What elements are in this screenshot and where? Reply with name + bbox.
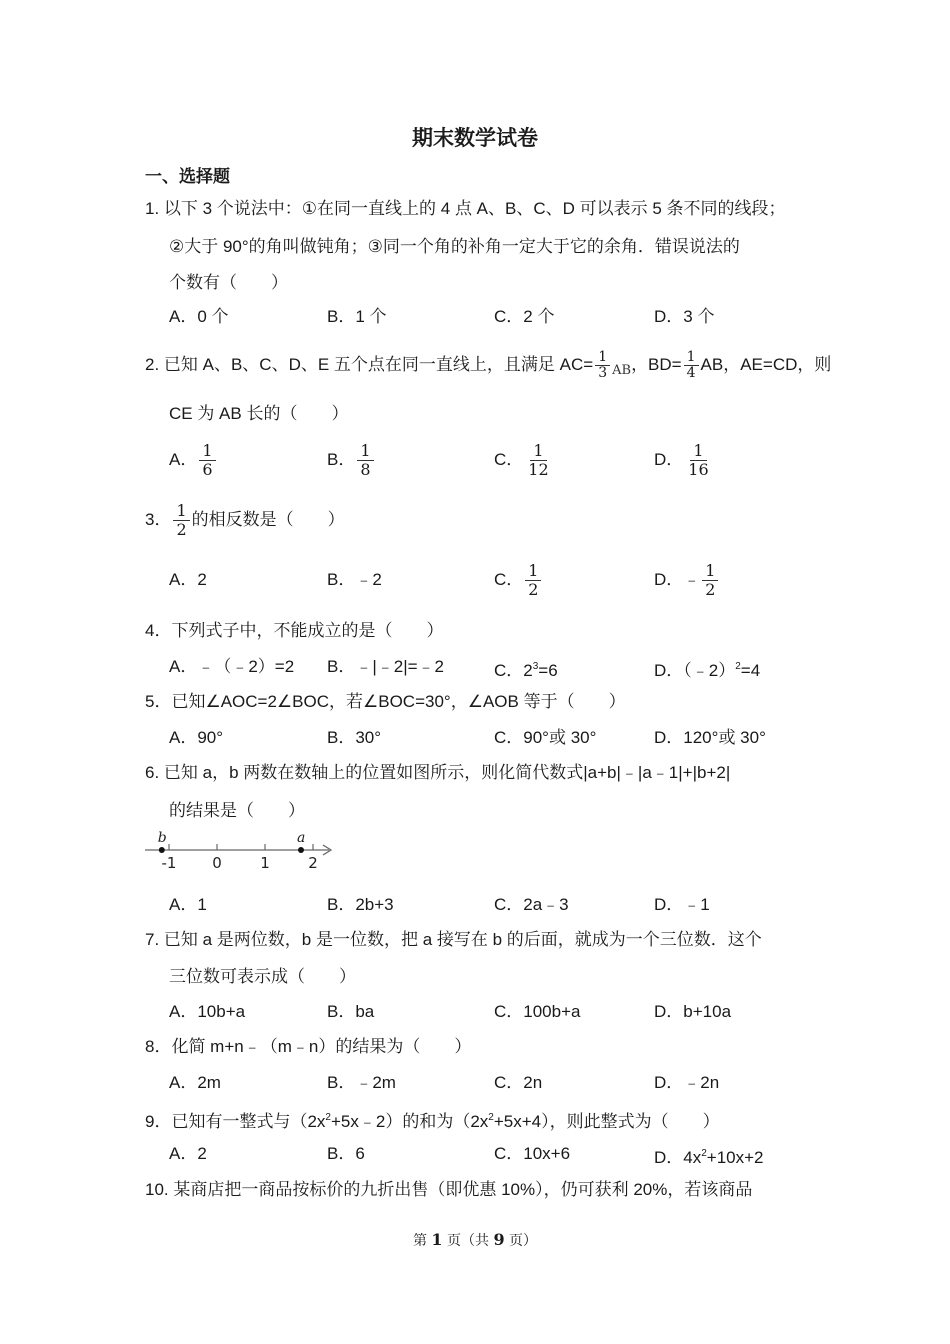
point-a-label: a [297,830,306,846]
q9-option-c: C．10x+6 [494,1144,571,1163]
q3-option-c [494,562,543,599]
number-line-tick-label: 1 [260,854,270,872]
q2-prefix: 2. 已知 A、B、C、D、E 五个点在同一直线上，且满足 AC= [145,355,594,374]
q1-line3: 个数有（ ） [169,273,288,292]
q6-option-b: B．2b+3 [327,895,394,914]
q4-option-c-sup: 3 [532,661,539,672]
q8-option-b: B．﹣2m [327,1073,396,1092]
q2-option-d [654,442,714,479]
q2-option-d-label: D． [654,449,684,469]
q2-option-c-den: 12 [528,460,549,479]
q10-line1: 10. 某商店把一商品按标价的九折出售（即优惠 10%），仍可获利 20%，若该商品 [145,1180,753,1199]
q9-option-d-sup: 2 [701,1148,707,1159]
q2-line2: CE 为 AB 长的（ ） [169,404,349,423]
q3-option-c-num: 1 [525,562,541,581]
point-b-dot [159,847,165,853]
q3-option-c-label: C． [494,569,524,589]
q3-option-a: A．2 [169,570,207,589]
q3-prefix: 3． [145,509,172,529]
q6-line1: 6. 已知 a，b 两数在数轴上的位置如图所示，则化简代数式|a+b|﹣|a﹣1|+|b+2| [145,763,731,782]
q1-option-c: C．2 个 [494,307,555,326]
q7-option-d: D．b+10a [654,1002,732,1021]
q5-line: 5．已知∠AOC=2∠BOC，若∠BOC=30°，∠AOB 等于（ ） [145,692,626,711]
q1-option-d: D．3 个 [654,307,715,326]
point-b-label: b [157,830,167,846]
q3-line [145,502,345,539]
number-line-tick-label: -1 [161,854,177,872]
q4-option-d-post: =4 [740,661,761,680]
q3-suffix: 的相反数是（ ） [191,509,345,529]
q3-option-d [654,562,720,599]
q2-option-d-fraction [685,442,711,479]
q4-line: 4．下列式子中，不能成立的是（ ） [145,621,444,640]
q3-option-d-num: 1 [702,562,718,581]
q2-option-a-num: 1 [199,442,215,461]
footer-mid: 页（共 [442,1233,494,1249]
q8-option-c: C．2n [494,1073,543,1092]
q2-option-c-fraction [525,442,551,479]
q3-frac-den: 2 [176,520,187,539]
q9-sup-2: 2 [488,1112,494,1123]
q2-frac2-num: 1 [684,350,699,366]
number-line-tick-label: 0 [212,854,222,872]
footer-post: 页） [504,1233,538,1249]
q7-option-b: B．ba [327,1002,375,1021]
q2-option-d-num: 1 [690,442,706,461]
q9-text-3: +5x+4），则此整式为（ ） [493,1112,720,1131]
q2-option-a-label: A． [169,449,198,469]
number-line-tick-label: 2 [308,854,318,872]
footer-pre: 第 [412,1233,432,1249]
q2-frac2-den: 4 [686,365,696,382]
q2-middle: ，BD= [631,355,682,374]
q2-option-b-label: B． [327,449,356,469]
q1-line1: 1. 以下 3 个说法中：①在同一直线上的 4 点 A、B、C、D 可以表示 5 条不同的线段； [145,199,786,218]
footer-total-pages: 9 [493,1230,505,1249]
q9-line [145,1107,720,1133]
q2-option-a-den: 6 [202,460,213,479]
q3-option-d-den: 2 [705,580,716,599]
q7-line1: 7. 已知 a 是两位数，b 是一位数，把 a 接写在 b 的后面，就成为一个三位数．这个 [145,930,762,949]
q4-option-d-sup: 2 [735,661,741,672]
q9-sup-1: 2 [325,1112,331,1123]
q6-line2: 的结果是（ ） [169,801,305,820]
q3-option-c-den: 2 [528,580,539,599]
q7-option-a: A．10b+a [169,1002,246,1021]
q2-option-a [169,442,218,479]
q4-option-d-pre: D．（﹣2） [654,661,736,680]
q4-option-c [494,656,558,682]
q2-suffix: AB，AE=CD，则 [700,355,832,374]
q2-option-d-den: 16 [688,460,709,479]
q6-option-a: A．1 [169,895,207,914]
q2-option-c [494,442,554,479]
q8-option-a: A．2m [169,1073,221,1092]
q2-option-b-fraction [357,442,373,479]
q9-option-d-pre: D．4x [654,1148,702,1167]
q2-option-c-num: 1 [530,442,546,461]
q3-option-b: B．﹣2 [327,570,382,589]
q1-option-b: B．1 个 [327,307,387,326]
q1-line2: ②大于 90°的角叫做钝角；③同一个角的补角一定大于它的余角．错误说法的 [169,237,740,256]
q7-line2: 三位数可表示成（ ） [169,967,356,986]
q9-option-d-post: +10x+2 [706,1148,764,1167]
q2-option-b-num: 1 [357,442,373,461]
q6-option-c: C．2a﹣3 [494,895,569,914]
q9-option-d [654,1143,764,1169]
q2-frac1-num: 1 [595,350,610,366]
q3-frac-num: 1 [173,502,189,521]
q3-option-c-fraction [525,562,541,599]
q2-option-a-fraction [199,442,215,479]
q3-option-d-fraction [702,562,718,599]
q5-option-a: A．90° [169,728,224,747]
q5-option-d: D．120°或 30° [654,728,766,747]
q2-fraction-bd [684,350,699,381]
number-line-figure [143,830,343,874]
q8-option-d: D．﹣2n [654,1073,720,1092]
q2-option-b [327,442,376,479]
q5-option-c: C．90°或 30° [494,728,597,747]
q2-fraction-ac [595,350,610,381]
q4-option-b: B．﹣|﹣2|=﹣2 [327,657,445,676]
q3-fraction [173,502,189,539]
q5-option-b: B．30° [327,728,382,747]
q2-frac1-den: 3 [598,365,608,382]
q8-line: 8．化简 m+n﹣（m﹣n）的结果为（ ） [145,1037,472,1056]
q3-option-d-label: D．﹣ [654,569,701,589]
q4-option-a: A．﹣（﹣2）=2 [169,657,295,676]
q4-option-d [654,656,760,682]
page-footer [0,1230,950,1250]
q2-option-b-den: 8 [360,460,371,479]
q1-option-a: A．0 个 [169,307,229,326]
q9-text-2: +5x﹣2）的和为（2x [330,1112,489,1131]
q2-option-c-label: C． [494,449,524,469]
q4-option-c-pre: C．2 [494,661,533,680]
q9-option-b: B．6 [327,1144,365,1163]
page-title: 期末数学试卷 [412,126,538,150]
footer-page-number: 1 [431,1230,443,1249]
q4-option-c-post: =6 [538,661,558,680]
point-a-dot [298,847,304,853]
q9-option-a: A．2 [169,1144,207,1163]
q2-frac1-tail: AB [612,363,632,378]
q2-line1 [145,346,831,390]
q6-option-d: D．﹣1 [654,895,710,914]
q9-text-1: 9．已知有一整式与（2x [145,1112,326,1131]
q7-option-c: C．100b+a [494,1002,581,1021]
section-heading: 一、选择题 [145,167,230,187]
